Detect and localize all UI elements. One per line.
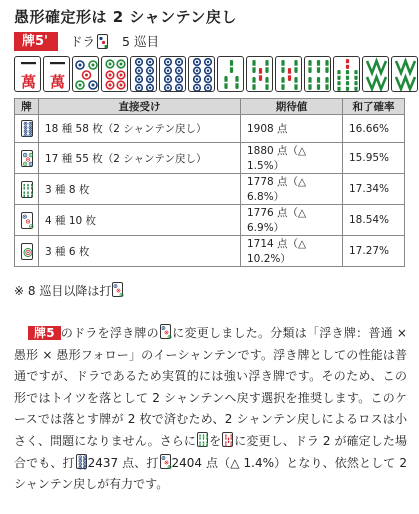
tile-3p-icon: [112, 282, 123, 297]
tile-5-pin-icon[interactable]: [72, 56, 99, 92]
table-row: [15, 143, 405, 174]
row-tile-cell: [15, 115, 39, 143]
row-accept-cell: 3 種 8 枚: [39, 174, 241, 205]
tile-8-pin-icon[interactable]: [159, 56, 186, 92]
row-accept-cell: 18 種 58 枚（2 シャンテン戻し）: [39, 115, 241, 143]
col-value: 期待値: [241, 99, 343, 115]
page-title: 愚形確定形は 2 シャンテン戻し: [14, 8, 237, 26]
dora-tile-icon: [97, 34, 108, 49]
row-tile-cell: [15, 143, 39, 174]
row-rate-cell: 17.34%: [343, 174, 405, 205]
para-text-4: に変更し、ドラ 2 が確定した場合でも、打: [14, 433, 407, 470]
tile-1-man-icon[interactable]: [14, 56, 41, 92]
tile-5-pin-icon: [21, 150, 33, 167]
row-value-cell: 1908 点: [241, 115, 343, 143]
tile-5s-icon: [222, 432, 233, 447]
row-tile-cell: [15, 205, 39, 236]
tile-7-sou-icon[interactable]: [333, 56, 360, 92]
tile-8p-icon: [76, 454, 87, 469]
table-row: [15, 174, 405, 205]
table-row: [15, 236, 405, 267]
round-label: 5 巡目: [122, 34, 159, 49]
row-rate-cell: 17.27%: [343, 236, 405, 267]
row-value-cell: 1778 点（△ 6.8%）: [241, 174, 343, 205]
tile-1-pin-icon: [21, 243, 33, 260]
tile-6-sou-icon: [21, 181, 33, 198]
tile-8-sou-icon[interactable]: [391, 56, 418, 92]
tile-3p-icon: [160, 324, 171, 339]
table-row: [15, 205, 405, 236]
row-tile-cell: [15, 174, 39, 205]
tile-1-man-icon[interactable]: [43, 56, 70, 92]
dora-label: ドラ: [70, 34, 96, 49]
svg-text:萬: 萬: [20, 73, 37, 91]
row-accept-cell: 17 種 55 枚（2 シャンテン戻し）: [39, 143, 241, 174]
row-accept-cell: 3 種 6 枚: [39, 236, 241, 267]
tile-3-pin-icon: [21, 212, 33, 229]
col-tile: 牌: [15, 99, 39, 115]
svg-text:萬: 萬: [49, 73, 66, 91]
tile-6-sou-icon[interactable]: [304, 56, 331, 92]
tile-5-sou-icon[interactable]: [246, 56, 273, 92]
row-value-cell: 1776 点（△ 6.9%）: [241, 205, 343, 236]
row-rate-cell: 16.66%: [343, 115, 405, 143]
hand-tiles: [14, 56, 419, 92]
tile-8-pin-icon: [21, 120, 33, 137]
evaluation-table: [14, 98, 405, 267]
tile-5-sou-icon[interactable]: [275, 56, 302, 92]
col-rate: 和了確率: [343, 99, 405, 115]
col-accept: 直接受け: [39, 99, 241, 115]
row-rate-cell: 18.54%: [343, 205, 405, 236]
problem-header: [14, 31, 159, 51]
para-text-5: 2437 点、打: [87, 455, 159, 470]
tile-6s-icon: [197, 432, 208, 447]
row-accept-cell: 4 種 10 枚: [39, 205, 241, 236]
tile-3p-icon: [160, 454, 171, 469]
tile-8-pin-icon[interactable]: [130, 56, 157, 92]
row-tile-cell: [15, 236, 39, 267]
row-value-cell: 1714 点（△ 10.2%）: [241, 236, 343, 267]
problem-tag: 牌5': [14, 32, 58, 51]
note: [14, 282, 124, 299]
tile-8-pin-icon[interactable]: [188, 56, 215, 92]
paragraph-tag: 牌5: [28, 326, 61, 340]
para-text-6: 2404 点（△ 1.4%）となり、依然として 2 シャンテン戻しが有力です。: [14, 455, 407, 492]
para-text-2: に変更しました。分類は「浮き牌：普通 × 愚形 × 愚形フォロー」のイーシャンテンです。浮き牌としての性能は普通ですが、ドラであるため実質的には強い浮き牌です。そのため、この形ではトイツを落として 2 シャンテンへ戻す選択を推奨します。このケースでは落とす牌が 2 枚で済むため、2 シャンテン戻しによるロスは小さく、問題になりません。さらに: [14, 326, 407, 448]
row-value-cell: 1880 点（△ 1.5%）: [241, 143, 343, 174]
table-row: [15, 115, 405, 143]
row-rate-cell: 15.95%: [343, 143, 405, 174]
para-text-3: を: [209, 433, 222, 448]
explanation-paragraph: [14, 323, 407, 496]
para-text-1: のドラを浮き牌の: [60, 326, 159, 340]
note-text: ※ 8 巡目以降は打: [14, 284, 112, 298]
tile-6-pin-icon[interactable]: [101, 56, 128, 92]
tile-8-sou-icon[interactable]: [362, 56, 389, 92]
tile-3-sou-icon[interactable]: [217, 56, 244, 92]
table-header-row: [15, 99, 405, 115]
